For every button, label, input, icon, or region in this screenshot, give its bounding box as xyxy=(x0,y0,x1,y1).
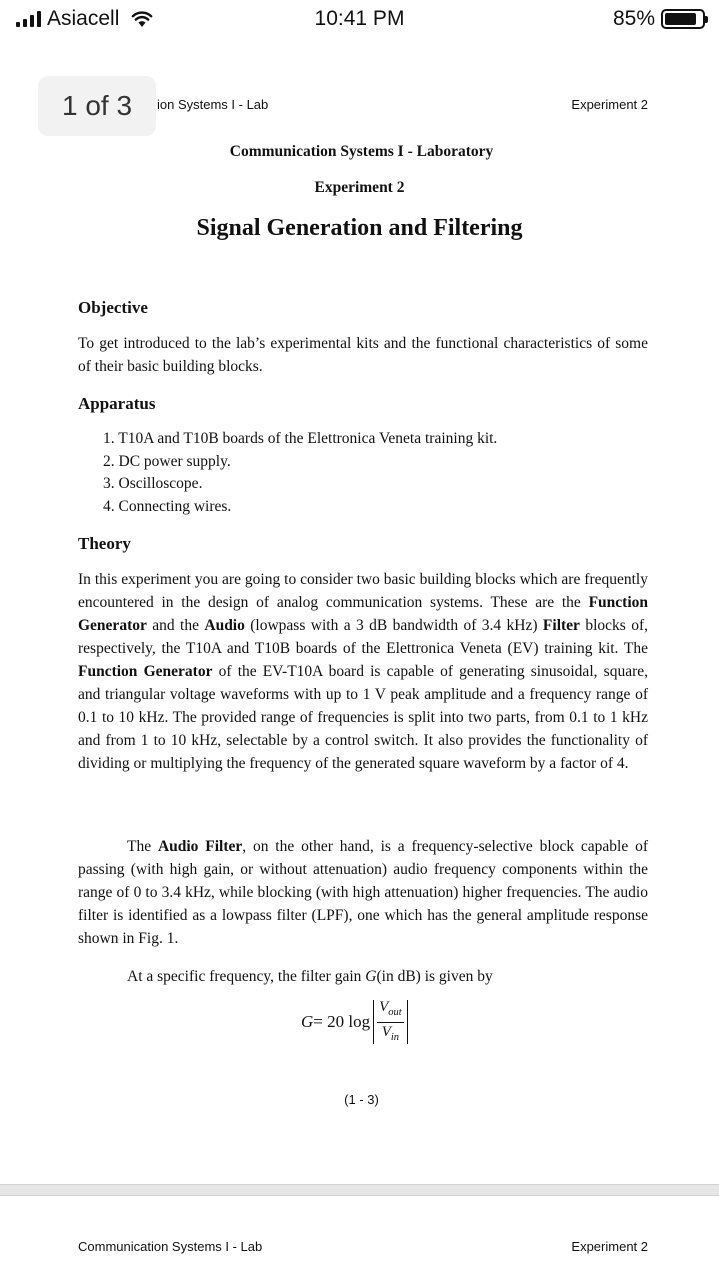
bold-term: Function Generator xyxy=(78,663,213,680)
page2-header-left: Communication Systems I - Lab xyxy=(78,1239,263,1254)
text-run: At a specific frequency, the filter gain xyxy=(127,968,366,985)
text-run: of the EV-T10A board is capable of generating sinusoidal, square, and triangular voltage waveforms with up to 1 V peak amplitude and a frequency range of 0.1 to 10 kHz. The provided range of frequencies is split into two parts, from 0.1 to 1 kHz and from 1 to 10 kHz, selectable by a control switch. It also provides the functionality of dividing or multiplying the frequency of the generated square waveform by a factor of 4. xyxy=(78,663,648,772)
list-item: 2. DC power supply. xyxy=(103,452,231,470)
theory-paragraph-3 xyxy=(127,965,667,988)
list-item: 3. Oscilloscope. xyxy=(103,475,203,492)
formula-lhs: G xyxy=(301,1012,314,1031)
bold-term: Function Generator xyxy=(78,594,648,634)
apparatus-list xyxy=(103,428,497,518)
page-separator xyxy=(0,1184,719,1196)
gain-formula xyxy=(301,1000,408,1044)
formula-numerator xyxy=(377,998,404,1023)
formula-operator: = 20 log xyxy=(313,1012,371,1031)
variable-g: G xyxy=(365,968,377,985)
page-header-right: Experiment 2 xyxy=(571,97,648,112)
text-run: (in dB) is given by xyxy=(376,968,493,985)
clock: 10:41 PM xyxy=(314,7,405,30)
theory-heading: Theory xyxy=(78,534,131,553)
formula-denominator xyxy=(382,1023,399,1047)
numerator-sub: out xyxy=(388,1006,402,1018)
course-title xyxy=(0,143,719,161)
page-indicator: 1 of 3 xyxy=(38,76,156,136)
page-header-left: ion Systems I - Lab xyxy=(157,97,269,112)
course-title-text: Communication Systems I - Laboratory xyxy=(229,143,494,160)
list-item: 4. Connecting wires. xyxy=(103,497,232,515)
text-run: , on the other hand, is a frequency-selective block capable of passing (with high gain, or without attenuation) audio frequency components within the range of 0 to 3.4 kHz, while blocking (with high attenuation) higher frequencies. The audio filter is identified as a lowpass filter (LPF), one which has the general amplitude response shown in Fig. 1. xyxy=(78,838,648,947)
numerator-var: V xyxy=(379,998,389,1015)
text-run: blocks of, respectively, the T10A and T10B boards of the Elettronica Veneta (EV) training kit. The xyxy=(78,617,648,657)
bold-term: Audio Filter xyxy=(157,838,243,855)
document-title-text: Signal Generation and Filtering xyxy=(196,215,523,241)
battery-percent: 85% xyxy=(612,7,655,30)
carrier-name: Asiacell xyxy=(47,7,120,30)
denominator-var: V xyxy=(381,1023,391,1040)
formula-fraction xyxy=(373,1000,408,1044)
objective-heading: Objective xyxy=(78,298,148,317)
bold-term: Audio xyxy=(204,617,245,634)
document-title xyxy=(0,215,719,242)
theory-paragraph-1 xyxy=(78,568,648,775)
objective-text: To get introduced to the lab’s experimental kits and the functional characteristics of some of their basic building blocks. xyxy=(78,335,648,375)
page-number xyxy=(0,1092,719,1107)
text-run: and the xyxy=(146,617,205,634)
denominator-sub: in xyxy=(390,1031,400,1043)
bold-term: Filter xyxy=(542,617,580,634)
experiment-label-text: Experiment 2 xyxy=(314,179,405,196)
text-run: In this experiment you are going to consider two basic building blocks which are frequently encountered in the design of analog communication systems. These are the xyxy=(78,571,648,611)
apparatus-heading: Apparatus xyxy=(78,394,156,413)
page2-header-right: Experiment 2 xyxy=(571,1239,648,1254)
theory-paragraph-2 xyxy=(78,835,648,950)
experiment-label xyxy=(0,179,719,197)
list-item: 1. T10A and T10B boards of the Elettronica Veneta training kit. xyxy=(103,430,498,447)
text-run: The xyxy=(127,838,158,855)
page-number-text: (1 - 3) xyxy=(344,1092,379,1107)
text-run: (lowpass with a 3 dB bandwidth of 3.4 kHz) xyxy=(244,617,543,634)
